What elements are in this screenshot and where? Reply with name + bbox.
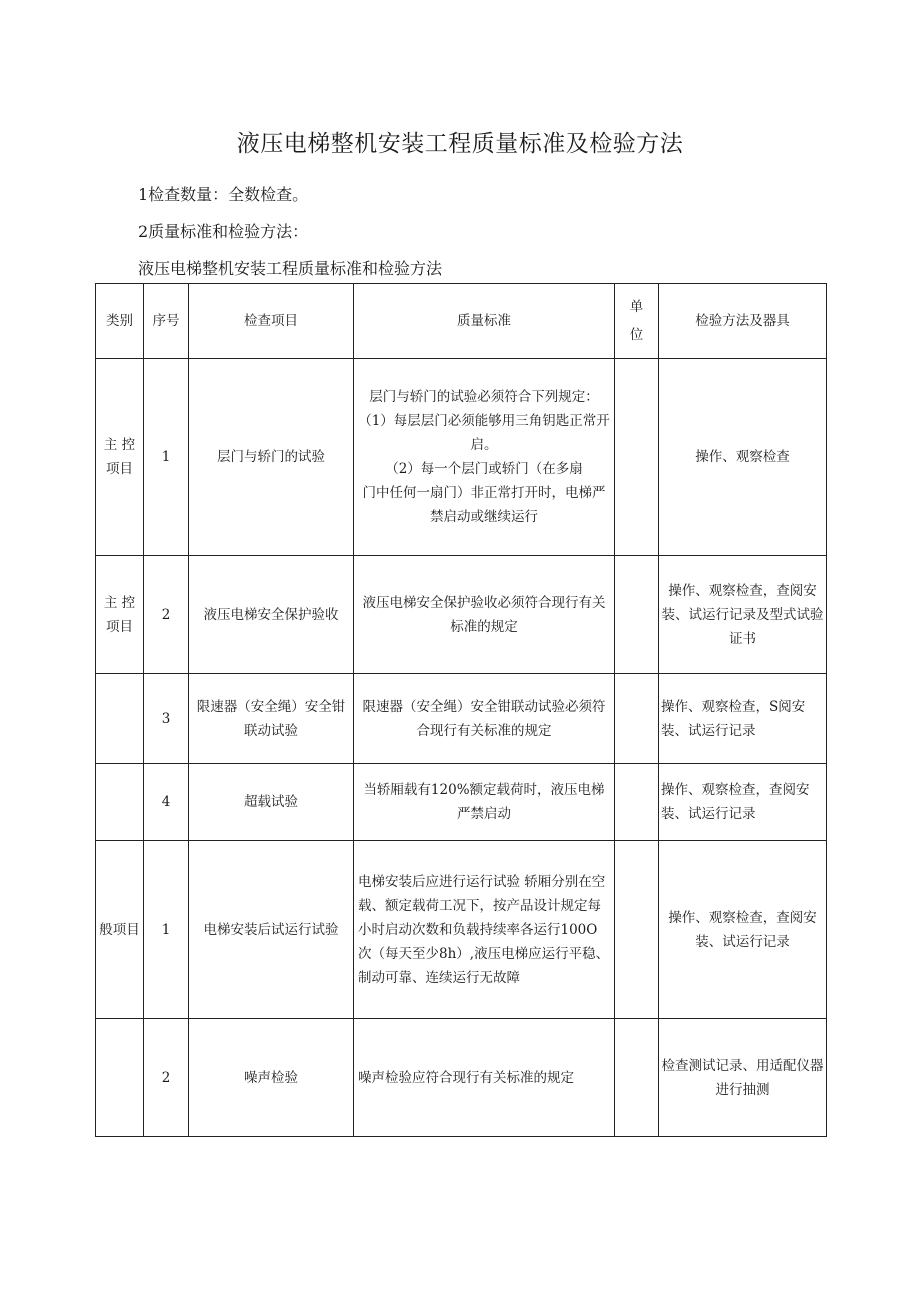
- row-category: 主 控项目: [96, 359, 144, 556]
- table-row: [96, 764, 827, 841]
- row-seq: 1: [144, 359, 189, 556]
- header-item: 检查项目: [189, 284, 354, 359]
- row-method: 检查测试记录、用适配仪器进行抽测: [659, 1019, 827, 1137]
- row-category: 般项目: [96, 841, 144, 1019]
- row-category: [96, 1019, 144, 1137]
- row-category: [96, 764, 144, 841]
- header-standard: 质量标准: [354, 284, 615, 359]
- table-header-row: [96, 284, 827, 359]
- standard-line: 层门与轿门的试验必须符合下列规定：: [369, 389, 599, 405]
- row-method: 操作、观察检查，查阅安装、试运行记录: [659, 841, 827, 1019]
- row-item: 超载试验: [189, 764, 354, 841]
- row-seq: 1: [144, 841, 189, 1019]
- table-row: [96, 1019, 827, 1137]
- row-seq: 3: [144, 674, 189, 764]
- row-method: 操作、观察检查，查阅安装、试运行记录及型式试验证书: [659, 556, 827, 674]
- row-seq: 2: [144, 556, 189, 674]
- table-row: [96, 359, 827, 556]
- row-standard: 当轿厢载有120%额定载荷时，液压电梯严禁启动: [354, 764, 615, 841]
- row-unit: [615, 1019, 659, 1137]
- header-seq: 序号: [144, 284, 189, 359]
- standard-line: （1）每层层门必须能够用三角钥匙正常开启。: [358, 413, 610, 453]
- inspection-quantity-line: 1检查数量：全数检查。: [138, 185, 309, 204]
- row-unit: [615, 841, 659, 1019]
- row-method: 操作、观察检查: [659, 359, 827, 556]
- row-standard: 限速器（安全绳）安全钳联动试验必须符合现行有关标准的规定: [354, 674, 615, 764]
- table-row: [96, 674, 827, 764]
- row-unit: [615, 556, 659, 674]
- quality-standard-line: 2质量标准和检验方法：: [138, 222, 309, 241]
- row-unit: [615, 674, 659, 764]
- table-row: [96, 556, 827, 674]
- table-caption: 液压电梯整机安装工程质量标准和检验方法: [138, 259, 443, 278]
- row-unit: [615, 764, 659, 841]
- header-unit: [615, 284, 659, 359]
- row-item: 噪声检验: [189, 1019, 354, 1137]
- row-category: 主 控项目: [96, 556, 144, 674]
- standard-line: 门中任何一扇门）非正常打开时，电梯严禁启动或继续运行: [362, 485, 606, 525]
- row-standard: 电梯安装后应进行运行试验 轿厢分别在空载、额定载荷工况下，按产品设计规定每小时启动次数和负载持续率各运行100O次（每天至少8h）,液压电梯应运行平稳、制动可靠、连续运行无故障: [354, 841, 615, 1019]
- table-row: [96, 841, 827, 1019]
- row-category: [96, 674, 144, 764]
- row-unit: [615, 359, 659, 556]
- row-item: 液压电梯安全保护验收: [189, 556, 354, 674]
- row-standard: 液压电梯安全保护验收必须符合现行有关标准的规定: [354, 556, 615, 674]
- header-method: 检验方法及器具: [659, 284, 827, 359]
- header-category: 类别: [96, 284, 144, 359]
- header-unit-1: 单: [629, 299, 644, 315]
- row-method: 操作、观察检查，S阅安装、试运行记录: [659, 674, 827, 764]
- row-seq: 2: [144, 1019, 189, 1137]
- quality-standard-table: [95, 283, 827, 1137]
- standard-line: （2）每一个层门或轿门（在多扇: [385, 461, 583, 477]
- row-standard: [354, 359, 615, 556]
- row-standard: 噪声检验应符合现行有关标准的规定: [354, 1019, 615, 1137]
- row-item: 限速器（安全绳）安全钳联动试验: [189, 674, 354, 764]
- row-item: 电梯安装后试运行试验: [189, 841, 354, 1019]
- row-seq: 4: [144, 764, 189, 841]
- row-method: 操作、观察检查，查阅安装、试运行记录: [659, 764, 827, 841]
- row-item: 层门与轿门的试验: [189, 359, 354, 556]
- header-unit-2: 位: [629, 327, 644, 343]
- document-title: 液压电梯整机安装工程质量标准及检验方法: [236, 131, 684, 157]
